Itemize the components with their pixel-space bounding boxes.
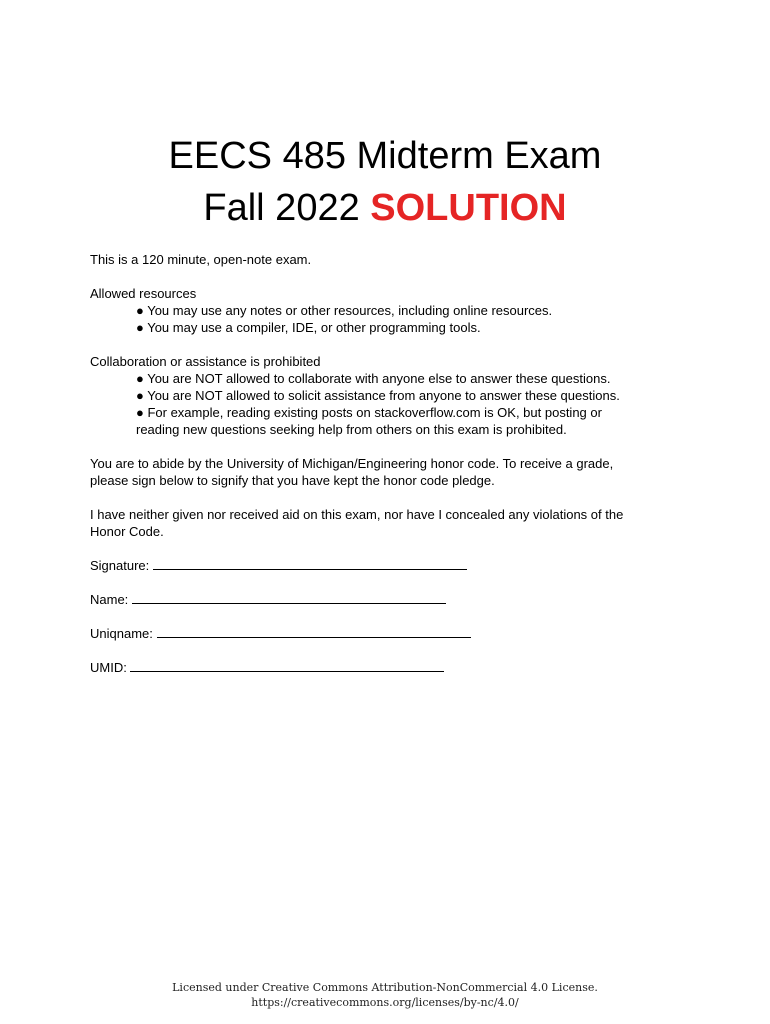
uniqname-field bbox=[90, 625, 690, 642]
honor-code-line: You are to abide by the University of Michigan/Engineering honor code. To receive a grade, bbox=[90, 456, 614, 471]
allowed-item: ● You may use a compiler, IDE, or other programming tools. bbox=[136, 320, 481, 335]
collaboration-heading: Collaboration or assistance is prohibited bbox=[90, 354, 321, 369]
signature-label: Signature: bbox=[90, 558, 150, 573]
honor-code-line: please sign below to signify that you have kept the honor code pledge. bbox=[90, 473, 495, 488]
collaboration-section bbox=[90, 353, 690, 438]
umid-blank[interactable] bbox=[130, 659, 444, 672]
exam-instructions bbox=[90, 251, 690, 693]
license-text: Licensed under Creative Commons Attribution-NonCommercial 4.0 License. bbox=[172, 981, 598, 994]
solution-label: SOLUTION bbox=[370, 187, 567, 229]
title-line-1: EECS 485 Midterm Exam bbox=[168, 135, 602, 177]
uniqname-label: Uniqname: bbox=[90, 626, 153, 641]
collaboration-item: ● You are NOT allowed to solicit assistance from anyone to answer these questions. bbox=[136, 388, 620, 403]
title-term: Fall 2022 bbox=[203, 187, 360, 229]
collaboration-item: ● You are NOT allowed to collaborate with anyone else to answer these questions. bbox=[136, 371, 611, 386]
license-footer bbox=[0, 980, 770, 1010]
name-blank[interactable] bbox=[132, 591, 446, 604]
title-line-2 bbox=[0, 182, 770, 234]
uniqname-blank[interactable] bbox=[157, 625, 471, 638]
license-url[interactable]: https://creativecommons.org/licenses/by-nc/4.0/ bbox=[251, 996, 519, 1009]
collaboration-item-continued: reading new questions seeking help from others on this exam is prohibited. bbox=[136, 422, 567, 437]
honor-code-paragraph bbox=[90, 455, 690, 489]
name-label: Name: bbox=[90, 592, 129, 607]
signature-blank[interactable] bbox=[153, 557, 467, 570]
name-field bbox=[90, 591, 690, 608]
pledge-paragraph bbox=[90, 506, 690, 540]
pledge-line: Honor Code. bbox=[90, 524, 164, 539]
umid-field bbox=[90, 659, 690, 676]
allowed-item: ● You may use any notes or other resources, including online resources. bbox=[136, 303, 553, 318]
exam-title bbox=[0, 130, 770, 234]
intro-text: This is a 120 minute, open-note exam. bbox=[90, 252, 312, 267]
signature-field bbox=[90, 557, 690, 574]
umid-label: UMID: bbox=[90, 660, 127, 675]
allowed-resources-heading: Allowed resources bbox=[90, 286, 197, 301]
allowed-resources-section bbox=[90, 285, 690, 336]
pledge-line: I have neither given nor received aid on this exam, nor have I concealed any violations of the bbox=[90, 507, 624, 522]
collaboration-item: ● For example, reading existing posts on stackoverflow.com is OK, but posting or bbox=[136, 405, 602, 420]
